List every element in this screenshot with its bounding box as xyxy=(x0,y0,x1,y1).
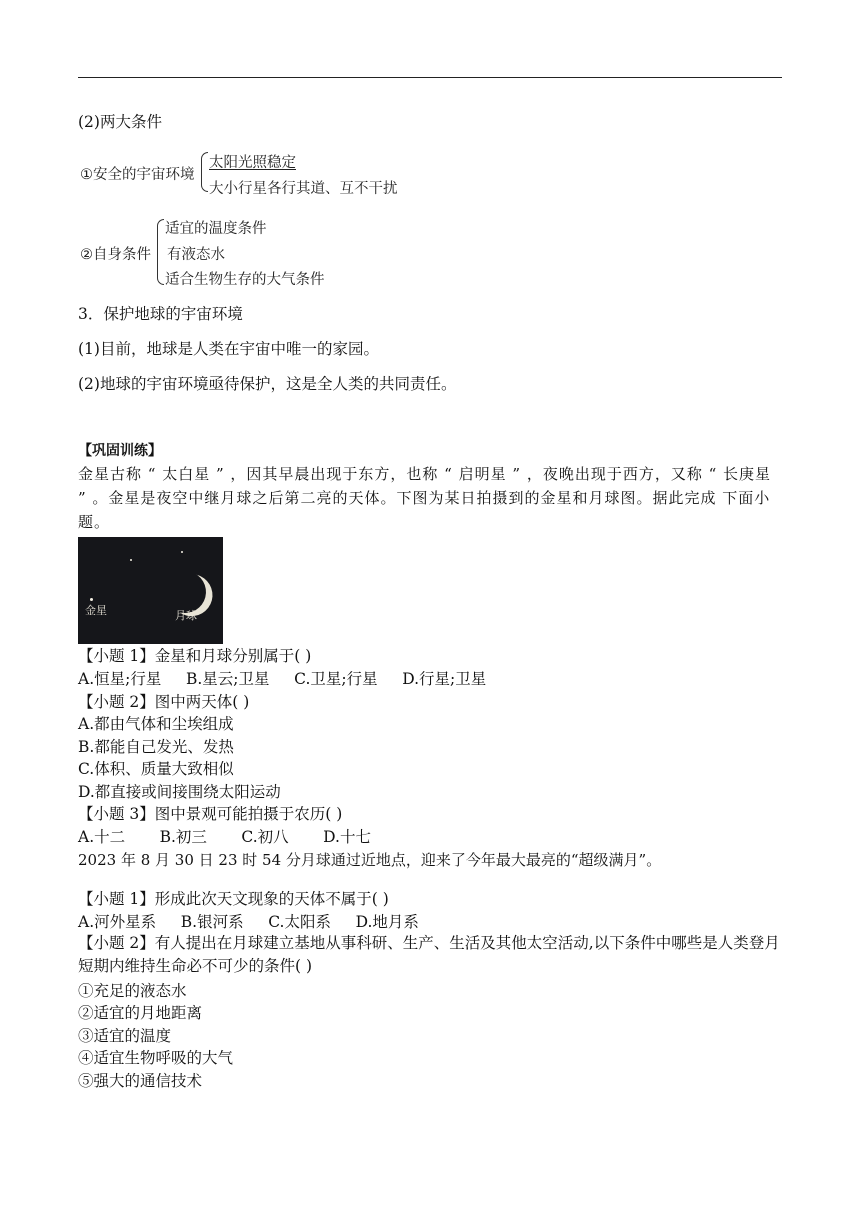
safe-env-item-2: 大小行星各行其道、互不干扰 xyxy=(209,181,398,197)
moon-label: 月球 xyxy=(175,609,197,622)
conditions-heading: (2)两大条件 xyxy=(78,113,162,131)
practice-intro: 金星古称 “ 太白星 ” ，因其早晨出现于东方，也称 “ 启明星 ” ，夜晚出现于西方，又称 “ 长庚星 ” 。金星是夜空中继月球之后第二亮的天体。下图为某日拍摄到的金星和月球图。据此完成 下面小 题。 xyxy=(78,465,772,531)
protect-p2: (2)地球的宇宙环境亟待保护，这是全人类的共同责任。 xyxy=(78,375,457,393)
venus-dot xyxy=(90,598,93,601)
q5-stem: 【小题 2】有人提出在月球建立基地从事科研、生产、生活及其他太空活动,以下条件中哪些是人类登月短期内维持生命必不可少的条件( ) xyxy=(78,934,780,975)
header-rule xyxy=(78,77,782,78)
self-cond-brace xyxy=(157,219,164,285)
venus-label: 金星 xyxy=(85,604,107,617)
q5-option-2: ②适宜的月地距离 xyxy=(78,1004,203,1022)
safe-env-brace xyxy=(201,152,208,192)
self-cond-label: ②自身条件 xyxy=(80,247,151,263)
q2-stem: 【小题 2】图中两天体( ) xyxy=(78,693,250,711)
q5-option-3: ③适宜的温度 xyxy=(78,1027,172,1045)
self-cond-item-2: 有液态水 xyxy=(167,247,225,263)
q2-option-a: A.都由气体和尘埃组成 xyxy=(78,715,234,733)
q5-option-4: ④适宜生物呼吸的大气 xyxy=(78,1049,234,1067)
q4-stem: 【小题 1】形成此次天文现象的天体不属于( ) xyxy=(78,890,389,908)
safe-env-label: ①安全的宇宙环境 xyxy=(80,167,195,183)
q5-option-5: ⑤强大的通信技术 xyxy=(78,1072,203,1090)
q3-stem: 【小题 3】图中景观可能拍摄于农历( ) xyxy=(78,805,343,823)
star-dot xyxy=(130,559,132,561)
protect-p1: (1)目前，地球是人类在宇宙中唯一的家园。 xyxy=(78,340,379,358)
star-dot xyxy=(181,551,183,553)
q2-option-d: D.都直接或间接围绕太阳运动 xyxy=(78,783,281,801)
q4-options: A.河外星系 B.银河系 C.太阳系 D.地月系 xyxy=(78,913,419,931)
q3-options: A.十二 B.初三 C.初八 D.十七 xyxy=(78,828,371,846)
safe-env-item-1: 太阳光照稳定 xyxy=(209,155,296,171)
self-cond-item-1: 适宜的温度条件 xyxy=(165,221,267,237)
q1-options: A.恒星;行星 B.星云;卫星 C.卫星;行星 D.行星;卫星 xyxy=(78,670,487,688)
q2-option-c: C.体积、质量大致相似 xyxy=(78,760,234,778)
practice-intro-2: 2023 年 8 月 30 日 23 时 54 分月球通过近地点，迎来了今年最大最亮的“超级满月”。 xyxy=(78,851,662,869)
q1-stem: 【小题 1】金星和月球分别属于( ) xyxy=(78,647,312,665)
q2-option-b: B.都能自己发光、发热 xyxy=(78,738,234,756)
self-cond-item-3: 适合生物生存的大气条件 xyxy=(165,272,325,288)
protect-heading: 3．保护地球的宇宙环境 xyxy=(78,305,243,323)
practice-heading: 【巩固训练】 xyxy=(78,443,162,459)
q5-option-1: ①充足的液态水 xyxy=(78,982,187,1000)
